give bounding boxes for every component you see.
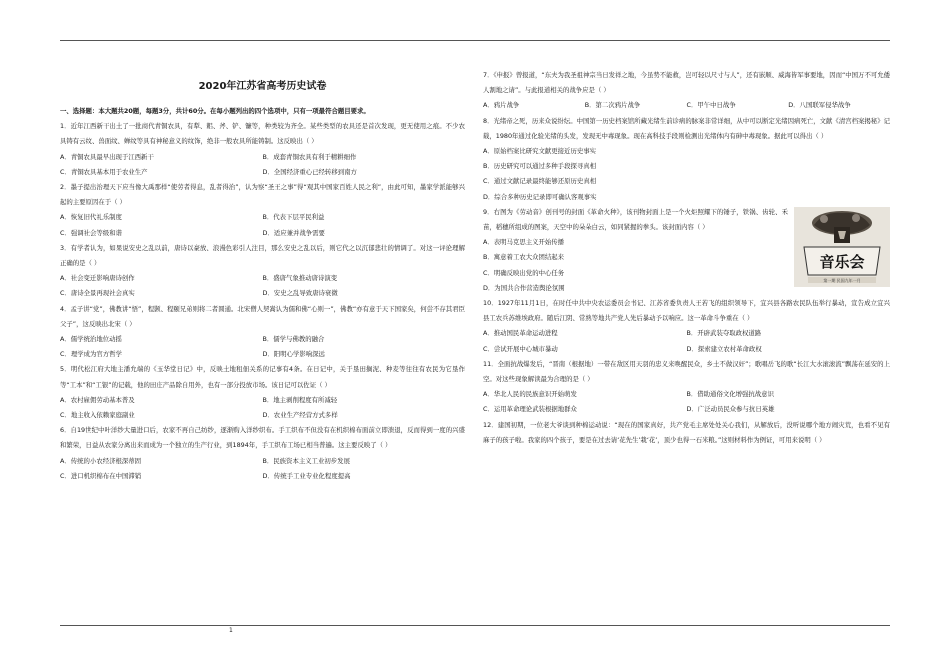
option: D．八国联军侵华战争	[788, 101, 851, 110]
option: C．地主收入依赖家庭副业	[60, 411, 135, 420]
option: A．儒学统治地位动摇	[60, 335, 122, 344]
poster-title: 音乐会	[819, 252, 865, 271]
poster-caption: 第一期 民国九年一月	[823, 277, 861, 283]
option: A．推动国民革命运动进程	[483, 329, 558, 338]
option: D．综合多种历史记录即可确认客观事实	[483, 192, 597, 201]
option: A．青铜农具最早出现于江西新干	[60, 152, 154, 161]
option: A．原始档案比研究文献更接近历史事实	[483, 147, 597, 156]
question-8-stem: 8．光绪帝之死，历来众说纷纭。中国第一历史档案馆所藏光绪生前诊病的脉案非常详细，从中可以断定光绪因病死亡，文献《清宫档案揭秘》记载，1980年通过化验光绪的头发，发现无中毒现象。现在高科技手段则检测出光绪体内有砷中毒现象。据此可以得出（ ）	[483, 116, 890, 140]
option: C．强调社会等级和谐	[60, 228, 122, 237]
option: C．运用革命理论武装根据地群众	[483, 405, 577, 414]
option: B．历史研究可以通过多种手段探寻真相	[483, 162, 597, 171]
option: D．为国共合作营造舆论氛围	[483, 283, 565, 292]
option: A．传统的小农经济根深蒂固	[60, 456, 142, 465]
option: C．明确反映出党的中心任务	[483, 268, 565, 277]
question-10-options	[483, 326, 890, 341]
poster-illustration	[794, 207, 890, 287]
option: C．通过文献记录最终能够还原历史真相	[483, 177, 597, 186]
option: A．农村雇佣劳动基本普及	[60, 395, 135, 404]
option: C．进口机织棉布在中国滞销	[60, 471, 142, 480]
option: D．适应兼并战争需要	[262, 228, 325, 237]
option: B．盛唐气象推动唐诗演变	[262, 274, 338, 283]
option: C．甲午中日战争	[686, 101, 736, 110]
exam-title: 2020年江苏省高考历史试卷	[198, 81, 327, 92]
option: C．尝试开展中心城市暴动	[483, 344, 558, 353]
option: A．恢复旧代礼乐制度	[60, 213, 122, 222]
option: B．借助通俗文化增强抗战意识	[686, 390, 774, 399]
question-12-stem: 12．建国初期，一位老大爷谈到种棉运动说：“现在的国家真好，共产党毛主席处处关心我们，从解放后，没听说哪个地方闹灾荒，也看不见有麻子的孩子啦。我家的四个孩子，要是在过去请‘花先生’栽‘花’，顶少也得一石米粮。”这则材料作为例证，可用来说明（ ）	[483, 420, 890, 444]
page-number: 1	[229, 627, 233, 634]
option: A．鸦片战争	[483, 101, 520, 110]
bottom-rule	[60, 625, 890, 626]
option: B．成套青铜农具有利于精耕细作	[262, 152, 357, 161]
right-column	[483, 68, 890, 448]
question-1-options	[60, 150, 465, 165]
question-11-options	[483, 387, 890, 402]
option: B．儒学与佛教的融合	[262, 335, 325, 344]
section-heading: 一、选择题：本大题共20题，每题3分，共计60分。在每小题列出的四个选项中，只有一项最符合题目要求。	[60, 107, 370, 115]
option: D．农业生产经营方式多样	[262, 411, 338, 420]
option: B．第二次鸦片战争	[584, 101, 641, 110]
labor-voice-cover-image	[794, 207, 890, 287]
question-4-options	[60, 332, 465, 347]
option: A．表明马克思主义开始传播	[483, 238, 565, 247]
option: D．安史之乱导致唐诗衰微	[262, 289, 338, 298]
question-6-options	[60, 454, 465, 469]
option: D．全国经济重心已经转移到南方	[262, 167, 357, 176]
option: C．唐诗全景再现社会真实	[60, 289, 135, 298]
option: C．理学成为官方哲学	[60, 350, 122, 359]
option: D．传统手工业专业化程度提高	[262, 471, 351, 480]
option: B．寓意着工农大众团结起来	[483, 253, 565, 262]
question-2-stem: 2．墨子提出治理天下应当像大禹那样“使劳者得息，乱者得治”，认为察“圣王之事”得“观其中国家百姓人民之利”，由此可知，墨家学派能够兴起的主要原因在于（ ）	[60, 183, 465, 207]
option: D．阳明心学影响深远	[262, 350, 325, 359]
option: B．民族资本主义工业初步发展	[262, 456, 350, 465]
question-3-options	[60, 271, 465, 286]
option: A．社会变迁影响唐诗创作	[60, 274, 135, 283]
option: B．代表下层平民利益	[262, 213, 325, 222]
option: A．华北人民的民族意识开始萌发	[483, 390, 577, 399]
question-7-stem: 7．《申报》曾报道，“东夫为我圣祖神宗当日发祥之地，今虽势不能救，岂可轻以尺寸与人”，还有嵌顺、威海皆军事要地，因而“中国万不可允倭人割地之请”。与此报道相关的战争应是（ ）	[483, 71, 891, 95]
question-5-stem: 5．明代松江府大地主潘允端的《玉华堂日记》中，反映土地租佃关系的记事有4条。在日记中，关于垦田搁泥、种麦等往往有农民为它垦作等“工本”和“工银”的记载，他的田庄产品除自用外，也有一部分投放市场。该日记可以佐证（ ）	[60, 365, 465, 389]
question-5-options	[60, 393, 465, 408]
question-6-stem: 6．自19世纪中叶洋纱大量进口后，农家不再自己纺纱，逐渐购入洋纱织布。手工织布不但没有在机织棉布面前立即溃退，反而得到一度的兴盛和繁荣，日益从农家分离出来而成为一个独立的生产行业，到1894年，手工织布工场已相当普遍。这主要反映了（ ）	[60, 426, 465, 450]
option: B．开辟武装夺取政权道路	[686, 329, 762, 338]
question-7-options	[483, 98, 890, 113]
question-1-stem: 1．近年江西新干出土了一批商代青铜农具，有犁、耜、斧、铲、镰等，种类较为齐全。某些类型的农具还是首次发现，更无使用之痕。不少农具铸有云纹、兽面纹、蝉纹等具有神秘意义的纹饰，绝非一般农具所能铸制。这反映出（ ）	[60, 122, 465, 146]
question-3-stem: 3．有学者认为，如果说安史之乱以前，唐诗以豪放、浪漫色彩引人注目，那么安史之乱以后，则它代之以沉郁悲壮的情调了。对这一评论理解正确的是（ ）	[60, 243, 465, 268]
question-2-options	[60, 210, 465, 225]
question-4-stem: 4．孟子讲“党”，佛教讲“悟”，程颢、程颐兄弟则将二者圆通。北宋僧人契嵩认为儒和佛“心则一”，佛教“亦有意于天下国家矣，何尝不存其君臣父子”，这反映出北宋（ ）	[60, 304, 465, 328]
option: D．探索建立农村革命政权	[686, 344, 762, 353]
question-9-stem: 9．右图为《劳动音》创刊号的封面《革命火种》，该刊物封面上是一个火炬照耀下的锤子，铁锅、齿轮、禾苗，稻穗所组成的图案，天空中的朵朵白云，如同紧握的拳头。该封面内容（ ）	[483, 207, 788, 232]
question-11-stem: 11．全面抗战爆发后，“晋南（根据地）一带在敌区用天羽的忠义来唤醒民众，乡土不做汉奸”；歌唱岳飞的歌“长江大水滚滚流”飘荡在延安的上空。对这些现象解读最为合理的是（ ）	[483, 359, 890, 384]
option: D．广泛动员民众参与抗日英雄	[686, 405, 775, 414]
top-rule	[60, 40, 890, 41]
question-10-stem: 10．1927年11月1日，在时任中共中央农运委员会书记、江苏省委负责人王若飞的组织领导下，宜兴县各路农民队伍举行暴动，宣告成立宜兴县工农兵苏维埃政府。随后江阴、常熟等地共产党人先后暴动予以响应。这一革命斗争重在（ ）	[483, 299, 890, 323]
left-column	[60, 104, 465, 484]
option: B．地主剥削程度有所减轻	[262, 395, 338, 404]
option: C．青铜农具基本用于农业生产	[60, 167, 148, 176]
